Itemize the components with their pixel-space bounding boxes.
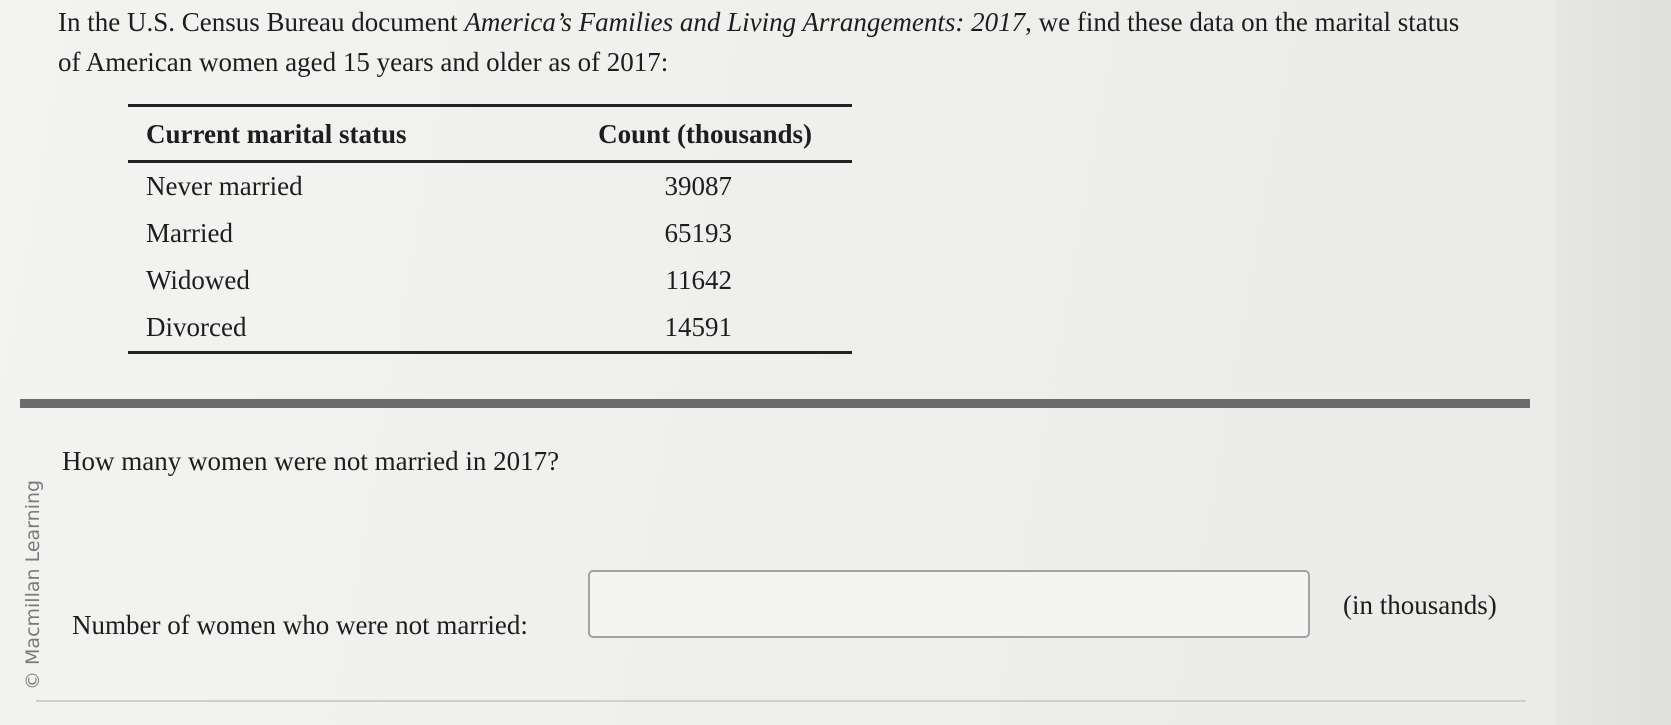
question-text: How many women were not married in 2017? xyxy=(62,446,560,476)
marital-status-table xyxy=(128,104,852,354)
header-marital-status: Current marital status xyxy=(146,119,407,149)
intro-text-start: In the U.S. Census Bureau document xyxy=(58,7,465,37)
document-title: America’s Families and Living Arrangements: 2017 xyxy=(464,7,1026,37)
table-header-row xyxy=(128,106,852,162)
count-cell: 14591 xyxy=(664,312,732,342)
count-cell: 11642 xyxy=(665,265,732,295)
bottom-divider xyxy=(36,700,1526,702)
section-divider xyxy=(20,399,1530,408)
table-row xyxy=(128,210,852,257)
table-row xyxy=(128,162,852,211)
copyright-notice: © Macmillan Learning xyxy=(22,479,44,690)
count-cell: 39087 xyxy=(664,171,732,201)
answer-input[interactable] xyxy=(588,570,1310,638)
status-cell: Widowed xyxy=(146,265,250,295)
status-cell: Married xyxy=(146,218,233,248)
table-row xyxy=(128,304,852,353)
answer-label: Number of women who were not married: xyxy=(72,610,528,640)
intro-paragraph xyxy=(58,2,1488,82)
page-edge xyxy=(1556,0,1671,725)
units-label: (in thousands) xyxy=(1343,590,1497,620)
intro-text-end: , we find these data on the marital status of American women aged 15 years and older as of 2017: xyxy=(58,7,1460,77)
table-row xyxy=(128,257,852,304)
status-cell: Never married xyxy=(146,171,303,201)
status-cell: Divorced xyxy=(146,312,247,342)
header-count: Count (thousands) xyxy=(598,119,812,149)
count-cell: 65193 xyxy=(664,218,732,248)
